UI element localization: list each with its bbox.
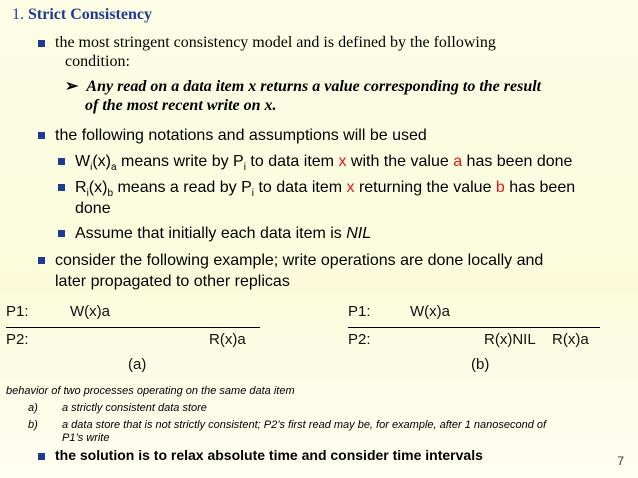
diagram-b-p2-label: P2: <box>348 331 371 348</box>
arrow-bullet-text: Any read on a data item x returns a value corresponding to the result <box>86 78 542 95</box>
sub-bullet-write: $W_i(x)_a$ means write by $P_i$ to data item x with the value a has been done <box>58 152 572 178</box>
bullet-4-text: the solution is to relax absolute time and consider time intervals <box>55 447 483 463</box>
diagram-a-write: W(x)a <box>70 303 110 320</box>
bullet-square-icon <box>58 184 65 191</box>
bullet-square-icon <box>38 40 45 47</box>
sub-bullet-read-cont: done <box>75 200 111 217</box>
caption-a-text: a strictly consistent data store <box>62 402 207 414</box>
arrow-bullet <box>65 76 541 96</box>
title-number: 1. <box>12 6 24 23</box>
bullet-square-icon <box>58 230 65 237</box>
diagram-b-label: (b) <box>471 356 490 373</box>
diagram-a-p1-timeline <box>6 327 260 328</box>
diagram-a-p1-label: P1: <box>6 303 29 320</box>
diagram-a-p2-label: P2: <box>6 331 29 348</box>
sub-bullet-read: $R_i(x)_b$ means a read by $P_i$ to data item x returning the value b has been <box>58 178 575 204</box>
caption-b-text: a data store that is not strictly consistent; P2’s first read may be, for example, after 1 nanosecond of <box>62 419 547 431</box>
arrow-bullet-cont: of the most recent write on x. <box>85 97 277 114</box>
diagram-a-read: R(x)a <box>209 331 246 348</box>
bullet-3-cont: later propagated to other replicas <box>55 273 290 290</box>
diagram-a-label: (a) <box>128 356 147 373</box>
caption-b-text-cont: P1’s write <box>62 432 110 444</box>
bullet-1-cont: condition: <box>65 53 130 70</box>
bullet-square-icon <box>38 132 45 139</box>
caption-b-letter: b) <box>28 419 38 431</box>
bullet-1 <box>38 34 496 52</box>
bullet-square-icon <box>58 158 65 165</box>
bullet-3-text: consider the following example; write operations are done locally and <box>55 252 544 269</box>
diagram-b-p1-label: P1: <box>348 303 371 320</box>
slide-title <box>12 6 152 24</box>
diagram-b-write: W(x)a <box>410 303 450 320</box>
bullet-4 <box>38 447 483 463</box>
diagram-b-read-nil: R(x)NIL <box>484 331 536 348</box>
diagram-b-p1-timeline <box>348 327 600 328</box>
sub-bullet-assume: Assume that initially each data item is NIL <box>58 224 371 244</box>
page-number: 7 <box>617 454 624 468</box>
bullet-2 <box>38 126 427 146</box>
caption-a-letter: a) <box>28 402 38 414</box>
bullet-square-icon <box>38 453 45 460</box>
diagram-b-read-a: R(x)a <box>552 331 589 348</box>
title-text: Strict Consistency <box>28 6 152 23</box>
bullet-square-icon <box>38 257 45 264</box>
bullet-2-text: the following notations and assumptions will be used <box>55 127 427 144</box>
bullet-3 <box>38 251 543 271</box>
arrow-bullet-icon: ➢ <box>65 78 79 95</box>
bullet-1-text: the most stringent consistency model and is defined by the following <box>55 34 496 51</box>
figure-caption: behavior of two processes operating on the same data item <box>6 385 295 397</box>
